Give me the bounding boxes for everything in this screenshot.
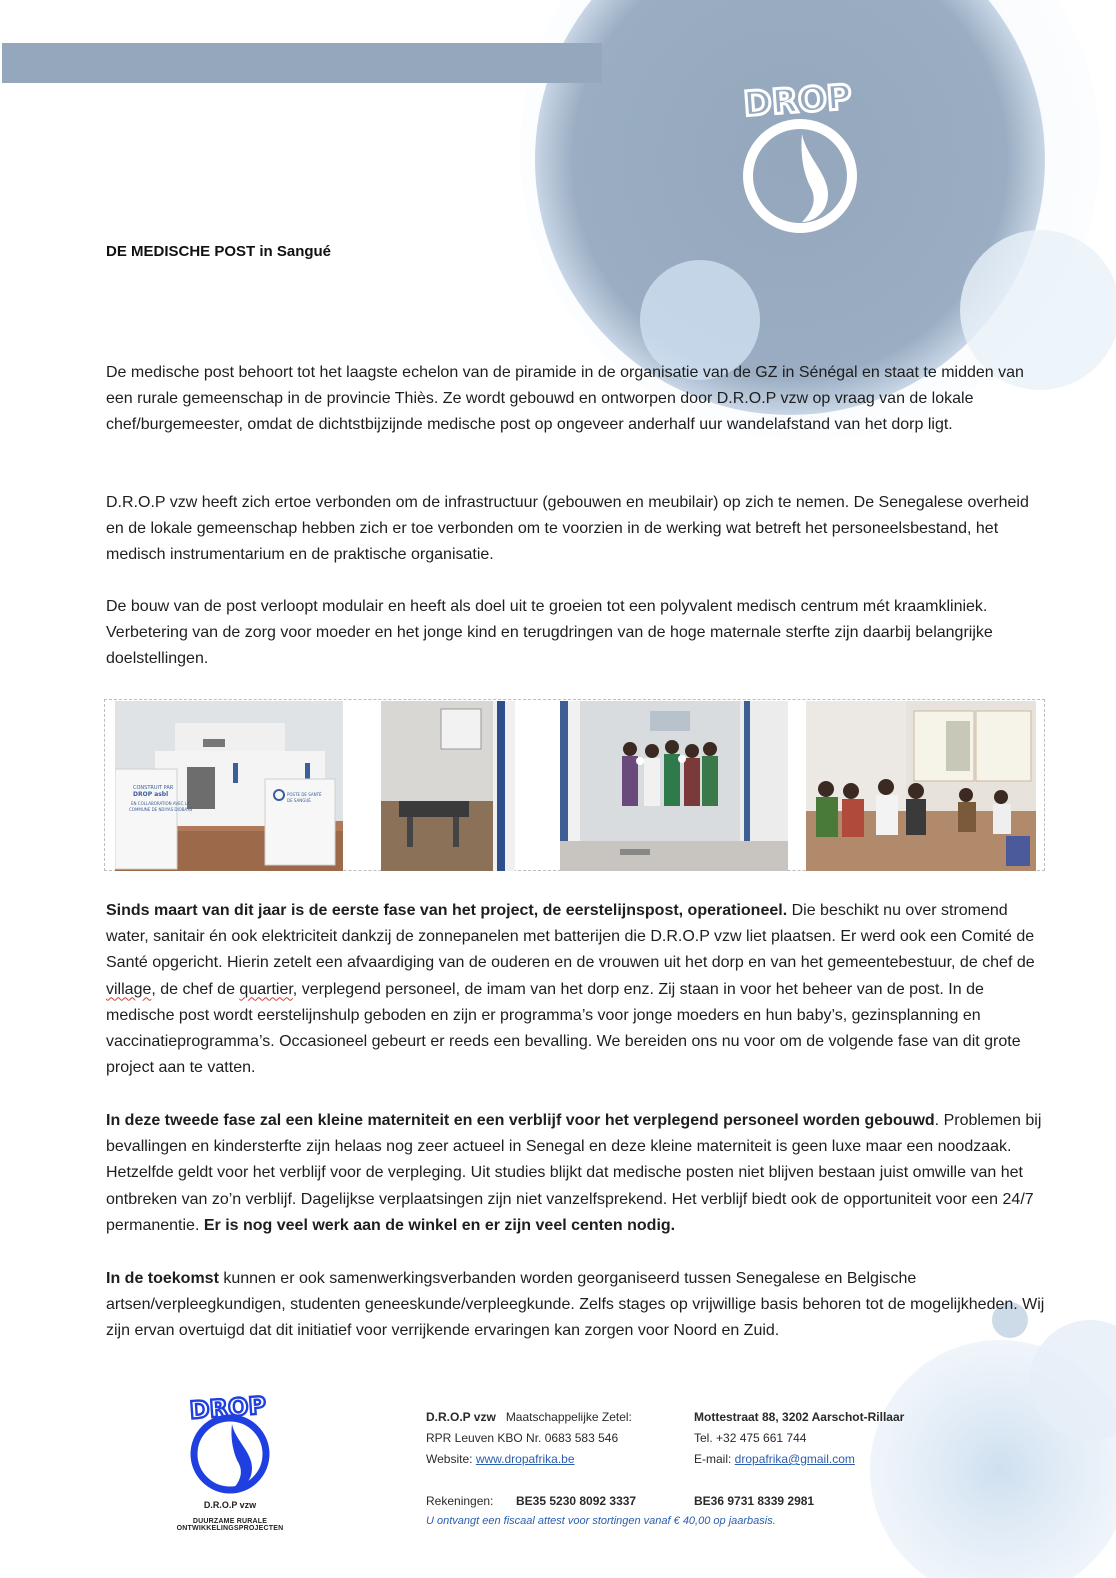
word-quartier: quartier xyxy=(239,980,293,998)
sign1-line2: DROP asbl xyxy=(133,791,169,798)
photo-building-exterior xyxy=(115,701,343,871)
photo-meeting-room xyxy=(806,701,1036,871)
page-title: DE MEDISCHE POST in Sangué xyxy=(106,243,332,260)
paragraph-future xyxy=(106,1266,1051,1345)
second-phase-bold-end: Er is nog veel werk aan de winkel en er zijn veel centen nodig. xyxy=(203,1216,676,1234)
paragraph-construction: De bouw van de post verloopt modulair en heeft als doel uit te groeien tot een polyvalent medisch centrum mét kraamkliniek. Verbetering van de zorg voor moeder en het jonge kind en terugdringen van de hoge maternale sterfte zijn daarbij belangrijke doelstellingen. xyxy=(106,598,993,668)
sign2-line1: POSTE DE SANTÉ xyxy=(287,792,322,797)
footer-zetel-label: Maatschappelijke Zetel: xyxy=(505,1410,632,1424)
footer-tagline: DUURZAME RURALE ONTWIKKELINGSPROJECTEN xyxy=(176,1518,284,1532)
sign1-line4: COMMUNE DE NDIYAS DIOBASS xyxy=(129,807,193,812)
footer-org-line xyxy=(426,1410,632,1424)
second-phase-text: . Problemen bij bevallingen en kindersterfte zijn helaas nog zeer actueel in Senegal en deze kleine materniteit is geen luxe maar een noodzaak. Hetzelfde geldt voor het verblijf voor de verpleging. Uit studies blijkt dat medische posten niet blijven bestaan juist omwille van het ontbreken van zo’n verblijf. Dagelijkse verplaatsingen zijn niet vanzelfsprekend. Het verblijf biedt ook de opportuniteit voor een 24/7 permanentie. xyxy=(106,1112,1042,1234)
future-text: kunnen er ook samenwerkingsverbanden worden georganiseerd tussen Senegalese en Belgische artsen/verpleegkundigen, studenten geneeskunde/verpleegkunde. Zelfs stages op vrijwillige basis behoren tot de mogelijkheden. Wij zijn ervan overtuigd dat dit initiatief voor verrijkende ervaringen kan zorgen voor Noord en Zuid. xyxy=(106,1270,1045,1340)
paragraph-second-phase xyxy=(106,1108,1051,1239)
footer-tel: Tel. +32 475 661 744 xyxy=(694,1431,807,1445)
drop-logo-icon xyxy=(728,76,868,236)
footer-tax-note xyxy=(426,1515,776,1527)
header-band xyxy=(2,43,602,83)
first-phase-text-c: , verplegend personeel, de imam van het dorp enz. Zij staan in voor het beheer van de post. In de medische post wordt eerstelijnshulp geboden en zijn er programma’s voor jonge moeders en hun baby’s, gezinsplanning en vaccinatieprogramma’s. Occasioneel gebeurt er reeds een bevalling. We bereiden ons nu voor om de volgende fase van dit grote project aan te vatten. xyxy=(106,980,1021,1077)
sign2-line2: DE SANGUÉ xyxy=(287,798,311,803)
footer-website-line xyxy=(426,1452,575,1466)
footer-email-label: E-mail: xyxy=(694,1452,735,1466)
footer-address-text: Mottestraat 88, 3202 Aarschot-Rillaar xyxy=(694,1410,905,1424)
sign1-line3: EN COLLABORATION AVEC LA xyxy=(131,801,190,806)
first-phase-text-b: , de chef de xyxy=(151,980,240,998)
footer-tax-note-text: U ontvangt een fiscaal attest voor stortingen vanaf € 40,00 op jaarbasis. xyxy=(426,1515,776,1527)
paragraph-intro: De medische post behoort tot het laagste echelon van de piramide in de organisatie van de GZ in Sénégal en staat te midden van een rurale gemeenschap in de provincie Thiès. Ze wordt gebouwd en ontworpen door D.R.O.P vzw op vraag van de lokale chef/burgemeester, omdat de dichtstbijzijnde medische post op ongeveer anderhalf uur wandelafstand van het dorp ligt. xyxy=(106,364,1024,434)
footer-address xyxy=(694,1410,904,1424)
footer-account-2 xyxy=(694,1494,814,1508)
photo-exam-room xyxy=(381,701,515,871)
paragraph-commitment: D.R.O.P vzw heeft zich ertoe verbonden om de infrastructuur (gebouwen en meubilair) op zich te nemen. De Senegalese overheid en de lokale gemeenschap hebben zich er toe verbonden om te voorzien in de werking wat betreft het personeelsbestand, het medisch instrumentarium en de praktische organisatie. xyxy=(106,494,1029,564)
footer-account-1-text: BE35 5230 8092 3337 xyxy=(516,1494,637,1508)
footer-logo-caption: D.R.O.P vzw xyxy=(203,1500,257,1510)
footer-logo-text: DROP xyxy=(188,1391,267,1425)
footer-rpr: RPR Leuven KBO Nr. 0683 583 546 xyxy=(426,1431,619,1445)
first-phase-bold: Sinds maart van dit jaar is de eerste fase van het project, de eerstelijnspost, operationeel. xyxy=(106,902,788,919)
first-phase-text-a: Die beschikt nu over stromend water, sanitair én ook elektriciteit dankzij de zonnepanelen met batterijen die D.R.O.P vzw liet plaatsen. Er werd ook een Comité de Santé opgericht. Hierin zetelt een afvaardiging van de ouderen en de vrouwen uit het dorp en van het gemeentebestuur, de chef de xyxy=(106,902,1035,972)
footer-org: D.R.O.P vzw xyxy=(426,1410,496,1424)
footer-drop-logo-icon xyxy=(140,1390,320,1532)
footer-account-1 xyxy=(516,1494,636,1508)
word-village: village xyxy=(106,980,152,998)
footer-account-2-text: BE36 9731 8339 2981 xyxy=(694,1494,815,1508)
paragraph-first-phase xyxy=(106,898,1051,1081)
photo-group-women xyxy=(560,701,788,871)
footer-email-link[interactable]: dropafrika@gmail.com xyxy=(734,1452,855,1466)
footer-accounts-label: Rekeningen: xyxy=(426,1494,494,1508)
second-phase-bold: In deze tweede fase zal een kleine materniteit en een verblijf voor het verplegend personeel worden gebouwd xyxy=(106,1112,935,1129)
sign1-line1: CONSTRUIT PAR xyxy=(133,785,174,791)
future-bold: In de toekomst xyxy=(106,1270,219,1287)
footer-website-label: Website: xyxy=(426,1452,476,1466)
photo-strip xyxy=(104,699,1045,871)
drop-logo-text: DROP xyxy=(742,77,854,125)
footer-email-line xyxy=(694,1452,855,1466)
footer-website-link[interactable]: www.dropafrika.be xyxy=(475,1452,575,1466)
